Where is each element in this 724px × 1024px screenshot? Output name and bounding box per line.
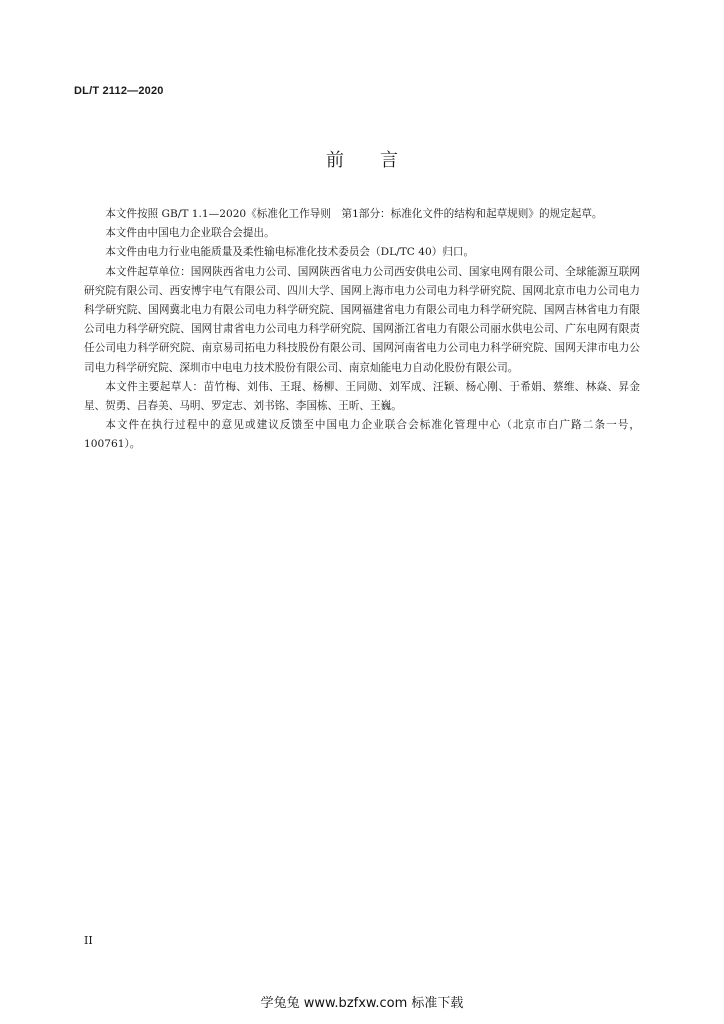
page-number: II [84, 934, 93, 947]
paragraph-feedback: 本文件在执行过程中的意见或建议反馈至中国电力企业联合会标准化管理中心（北京市白广路二条一号，100761）。 [84, 419, 640, 451]
foreword-body [84, 205, 640, 455]
paragraph-drafters: 本文件主要起草人：苗竹梅、刘伟、王琨、杨柳、王同勋、刘军成、汪颖、杨心刚、于希娟、蔡维、林焱、昇金星、贺勇、吕春美、马明、罗定志、刘书铭、李国栋、王昕、王巍。 [84, 380, 640, 413]
paragraph-proposer: 本文件由中国电力企业联合会提出。 [105, 227, 275, 240]
page-title: 前言 [326, 150, 434, 171]
paragraph-committee: 本文件由电力行业电能质量及柔性输电标准化技术委员会（DL/TC 40）归口。 [105, 246, 475, 259]
document-code: DL/T 2112—2020 [74, 85, 164, 97]
paragraph-drafting-units: 本文件起草单位：国网陕西省电力公司、国网陕西省电力公司西安供电公司、国家电网有限公司、全球能源互联网研究院有限公司、西安博宇电气有限公司、四川大学、国网上海市电力公司电力科学研究院、国网北京市电力公司电力科学研究院、国网冀北电力有限公司电力科学研究院、国网福建省电力有限公司电力科学研究院、国网吉林省电力有限公司电力科学研究院、国网甘肃省电力公司电力科学研究院、国网浙江省电力有限公司丽水供电公司、广东电网有限责任公司电力科学研究院、南京易司拓电力科技股份有限公司、国网河南省电力公司电力科学研究院、国网天津市电力公司电力科学研究院、深圳市中电电力技术股份有限公司、南京灿能电力自动化股份有限公司。 [84, 265, 640, 374]
paragraph-drafting-rules: 本文件按照 GB/T 1.1—2020《标准化工作导则 第1部分：标准化文件的结构和起草规则》的规定起草。 [105, 208, 603, 220]
site-watermark: 学兔兔 www.bzfxw.com 标准下载 [260, 996, 464, 1011]
